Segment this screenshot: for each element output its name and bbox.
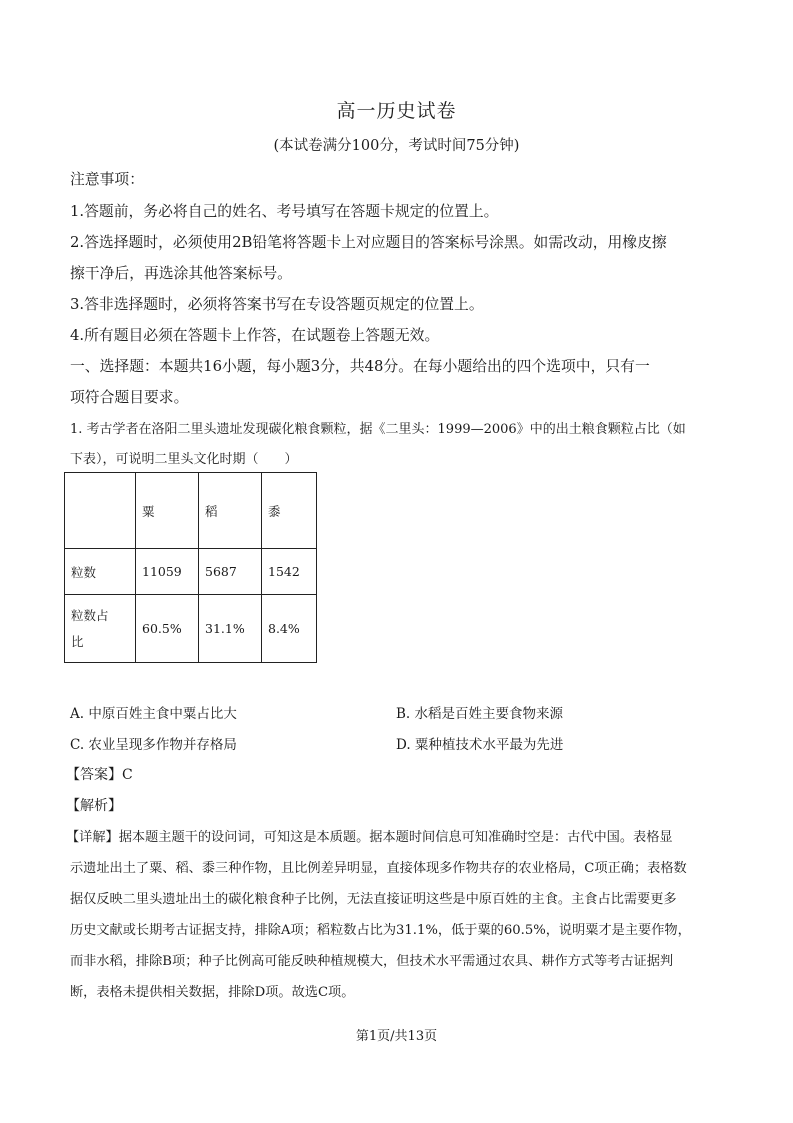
detail-line-4: 历史文献或长期考古证据支持，排除A项；稻粒数占比为31.1%，低于粟的60.5%，说明粟才是主要作物， <box>70 923 691 938</box>
detail-line-5: 而非水稻，排除B项；种子比例高可能反映种植规模大，但技术水平需通过农具、耕作方式等考古证据判 <box>70 954 674 969</box>
note-item-4: 4.所有题目必须在答题卡上作答，在试题卷上答题无效。 <box>70 327 440 344</box>
cell-ratio-rice: 31.1% <box>199 595 262 663</box>
header-millet: 粟 <box>136 473 199 549</box>
detail-line-3: 据仅反映二里头遗址出土的碳化粮食种子比例，无法直接证明这些是中原百姓的主食。主食占比需要更多 <box>70 892 677 907</box>
cell-count-broomcorn: 1542 <box>262 549 317 595</box>
cell-count-rice: 5687 <box>199 549 262 595</box>
section-heading-cont: 项符合题目要求。 <box>70 389 189 406</box>
note-item-2: 2.答选择题时，必须使用2B铅笔将答题卡上对应题目的答案标号涂黑。如需改动，用橡皮擦 <box>70 234 667 251</box>
table-row <box>65 549 317 595</box>
row-label-count: 粒数 <box>65 549 136 595</box>
table-row <box>65 595 317 663</box>
grain-table <box>64 472 317 663</box>
section-heading: 一、选择题：本题共16小题，每小题3分，共48分。在每小题给出的四个选项中，只有一 <box>70 358 650 375</box>
header-rice: 稻 <box>199 473 262 549</box>
analysis-label: 【解析】 <box>66 798 122 814</box>
detail-line-2: 示遗址出土了粟、稻、黍三种作物，且比例差异明显，直接体现多作物共存的农业格局，C项正确；表格数 <box>70 861 687 876</box>
notes-heading: 注意事项： <box>70 171 144 188</box>
table-corner-cell <box>65 473 136 549</box>
exam-info: (本试卷满分100分，考试时间75分钟) <box>273 138 520 154</box>
note-item-2-cont: 擦干净后，再选涂其他答案标号。 <box>70 265 292 282</box>
cell-ratio-millet: 60.5% <box>136 595 199 663</box>
page-title: 高一历史试卷 <box>336 100 457 122</box>
option-c: C. 农业呈现多作物并存格局 <box>70 737 237 753</box>
header-broomcorn: 黍 <box>262 473 317 549</box>
row-label-ratio-line1: 粒数占 <box>71 607 109 623</box>
option-d: D. 粟种植技术水平最为先进 <box>396 737 564 753</box>
row-label-ratio-line2: 比 <box>71 633 84 649</box>
option-a: A. 中原百姓主食中粟占比大 <box>70 706 237 722</box>
table-header-row <box>65 473 317 549</box>
page-number: 第1页/共13页 <box>355 1029 438 1044</box>
question-1-stem: 1. 考古学者在洛阳二里头遗址发现碳化粮食颗粒，据《二里头：1999—2006》中的出土粮食颗粒占比（如 <box>70 422 686 437</box>
note-item-1: 1.答题前，务必将自己的姓名、考号填写在答题卡规定的位置上。 <box>70 203 499 220</box>
question-1-stem-cont: 下表），可说明二里头文化时期（ ） <box>70 452 298 467</box>
row-label-ratio <box>65 595 136 663</box>
detail-line-1: 【详解】据本题主题干的设问词，可知这是本质题。据本题时间信息可知准确时空是：古代中国。表格显 <box>66 830 673 845</box>
detail-line-6: 断，表格未提供相关数据，排除D项。故选C项。 <box>70 985 355 1000</box>
cell-ratio-broomcorn: 8.4% <box>262 595 317 663</box>
option-b: B. 水稻是百姓主要食物来源 <box>396 706 564 722</box>
note-item-3: 3.答非选择题时，必须将答案书写在专设答题页规定的位置上。 <box>70 296 484 313</box>
answer-label: 【答案】C <box>66 767 133 783</box>
cell-count-millet: 11059 <box>136 549 199 595</box>
